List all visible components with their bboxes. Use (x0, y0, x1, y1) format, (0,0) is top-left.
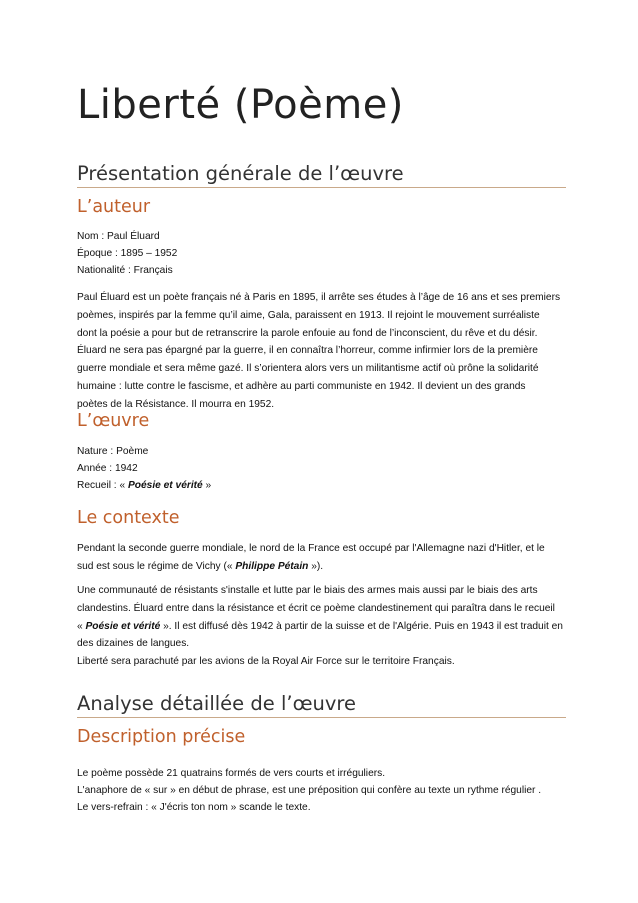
author-facts (77, 228, 566, 279)
author-epoch: Époque : 1895 – 1952 (77, 248, 178, 259)
bio-line: guerre mondiale et sera même gazé. Il s’orientera alors vers un militantisme actif où prône la solidarité (77, 363, 539, 375)
work-facts (77, 443, 566, 494)
section-heading-presentation: Présentation générale de l’œuvre (77, 162, 566, 188)
collection-title: Poésie et vérité (127, 480, 203, 491)
subheading-oeuvre: L’œuvre (77, 411, 150, 431)
work-year: Année : 1942 (77, 463, 138, 474)
context-paragraph-2: Une communauté de résistants s'installe et lutte par le biais des armes mais aussi par le biais des arts clandestins. Éluard entre dans la résistance et écrit ce poème clandestinement qui paraîtra dans le recueil « Poésie et vérité ». Il est diffusé dès 1942 à partir de la suisse et de l'Algérie. Puis en 1943 il est traduit en des dizaines de langues. (77, 585, 563, 650)
context-paragraph-1: Pendant la seconde guerre mondiale, le nord de la France est occupé par l'Allemagne nazi d'Hitler, et le sud est sous le régime de Vichy (« Philippe Pétain »). (77, 543, 545, 572)
description-line: L'anaphore de « sur » en début de phrase, est une préposition qui confère au texte un rythme régulier . (77, 785, 542, 796)
bio-line: poètes de la Résistance. Il mourra en 1952. (77, 398, 275, 410)
bio-line: Paul Éluard est un poète français né à Paris en 1895, il arrête ses études à l’âge de 16 ans et ses premiers (77, 292, 561, 303)
bio-line: dont la poésie a pour but de retranscrire la parole enfouie au fond de l’inconscient, du rêve et du désir. (77, 327, 538, 339)
author-nationality: Nationalité : Français (77, 265, 173, 276)
description-line: Le poème possède 21 quatrains formés de vers courts et irréguliers. (77, 768, 386, 779)
section-heading-analyse: Analyse détaillée de l’œuvre (77, 692, 566, 718)
description-line: Le vers-refrain : « J'écris ton nom » scande le texte. (77, 802, 311, 813)
author-biography (77, 289, 566, 414)
work-nature: Nature : Poème (77, 446, 149, 457)
bio-line: humaine : lutte contre le fascisme, et adhère au parti communiste en 1942. Il devient un des grands (77, 380, 526, 392)
collection-title: Poésie et vérité (85, 620, 161, 632)
subheading-contexte: Le contexte (77, 508, 180, 528)
document-title: Liberté (Poème) (77, 82, 404, 128)
subheading-auteur: L’auteur (77, 197, 151, 217)
work-collection: Recueil : « Poésie et vérité » (77, 480, 212, 491)
author-name: Nom : Paul Éluard (77, 231, 160, 242)
description-text (77, 765, 566, 816)
bio-line: Éluard ne sera pas épargné par la guerre, il en connaîtra l’horreur, comme infirmier lors de la première (77, 345, 538, 357)
bio-line: poèmes, inspirés par la femme qu’il aime, Gala, paraissent en 1913. Il rejoint le mouvement surréaliste (77, 309, 540, 321)
subheading-description: Description précise (77, 727, 246, 747)
petain-name: Philippe Pétain (235, 560, 309, 572)
context-paragraph-3: Liberté sera parachuté par les avions de la Royal Air Force sur le territoire Français. (77, 656, 455, 667)
